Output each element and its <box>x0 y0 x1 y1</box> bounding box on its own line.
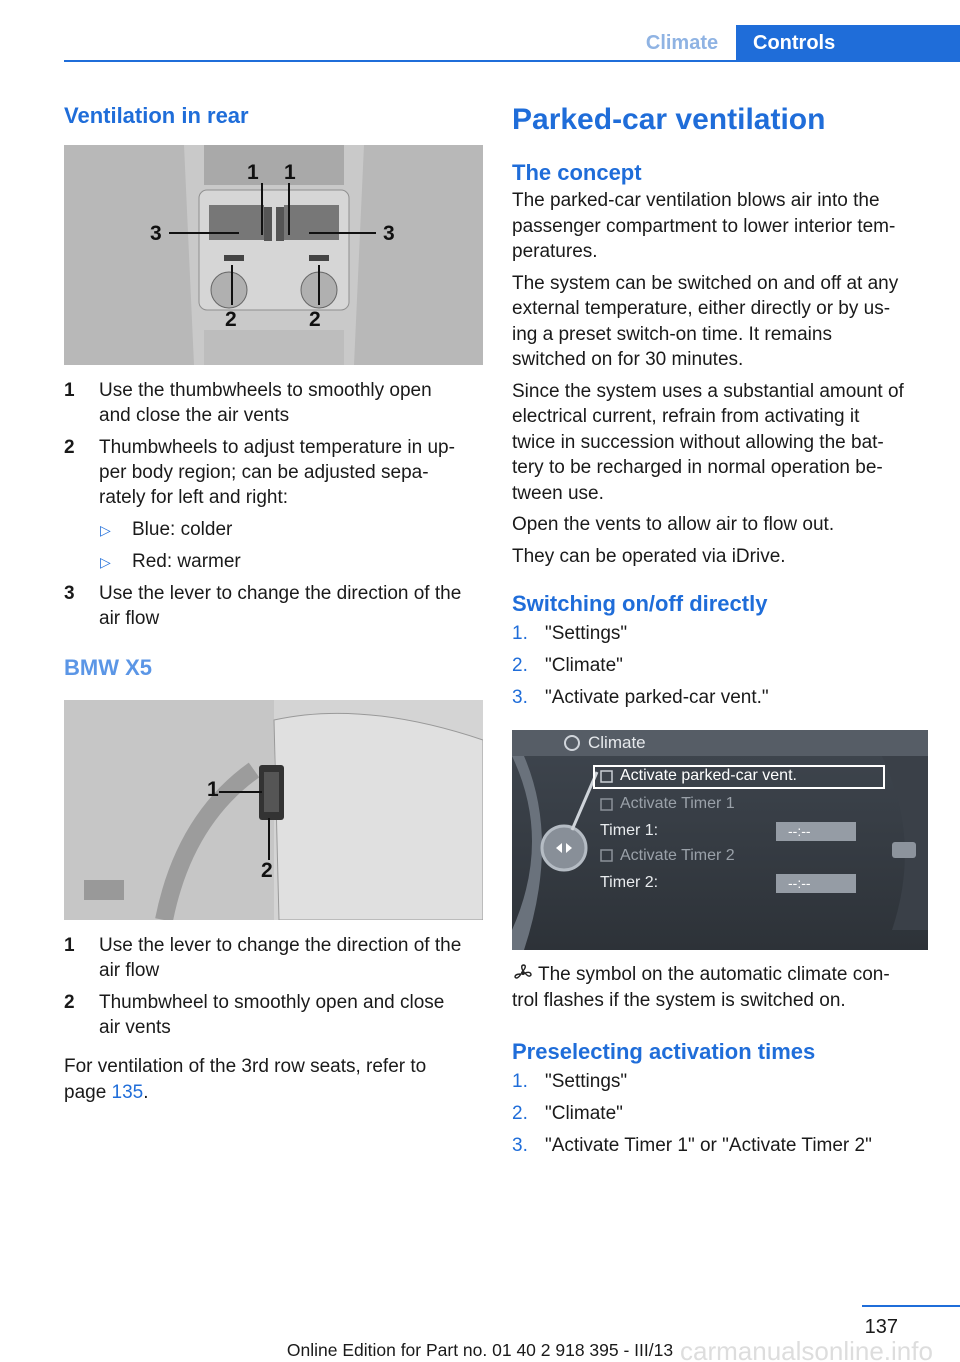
step-item <box>512 653 928 678</box>
step-text: "Settings" <box>545 1071 628 1092</box>
triangle-bullet-icon: ▷ <box>100 522 111 538</box>
para-line: The parked-car ventilation blows air into the <box>512 190 880 211</box>
list-text: rately for left and right: <box>99 487 289 508</box>
symbol-note <box>512 962 928 1013</box>
footnote-text: page <box>64 1081 112 1103</box>
header-tab-climate: Climate <box>645 32 719 54</box>
footnote-line-2 <box>64 1080 484 1106</box>
list-text: per body region; can be adjusted sepa- <box>99 462 429 483</box>
step-item <box>512 685 928 710</box>
para-line: peratures. <box>512 241 598 262</box>
heading-ventilation-in-rear: Ventilation in rear <box>64 103 249 128</box>
para-line: passenger compartment to lower interior tem- <box>512 215 896 237</box>
callout-1: 1 <box>207 778 219 801</box>
menu-timer-2-label: Timer 2: <box>600 874 659 891</box>
list-text: air flow <box>99 608 160 629</box>
footnote-3rd-row <box>64 1054 484 1105</box>
menu-activate-timer-1[interactable]: Activate Timer 1 <box>620 795 735 812</box>
steps-preselect <box>512 1069 928 1158</box>
para-line: Since the system uses a substantial amount of <box>512 380 904 402</box>
footer-edition: Online Edition for Part no. 01 40 2 918 395 - III/13 <box>286 1340 674 1360</box>
list-num: 2 <box>64 992 75 1013</box>
step-text: "Climate" <box>545 1103 623 1124</box>
callout-3b: 3 <box>383 222 395 245</box>
step-num: 2. <box>512 1103 528 1124</box>
bullet-text: Blue: colder <box>132 519 233 540</box>
list-text: air vents <box>99 1017 171 1038</box>
callout-2a: 2 <box>225 308 237 331</box>
para-line: ing a preset switch-on time. It remains <box>512 323 832 345</box>
callout-1a: 1 <box>247 161 259 184</box>
list-text: air flow <box>99 960 160 981</box>
timer-1-value[interactable]: --:-- <box>788 823 811 839</box>
right-column <box>512 100 928 1158</box>
bullet-blue <box>64 517 484 542</box>
concept-paragraph-5 <box>512 544 928 570</box>
step-num: 1. <box>512 623 528 644</box>
timer-2-value[interactable]: --:-- <box>788 875 811 891</box>
idrive-climate-screen <box>512 730 928 950</box>
step-item <box>512 1101 928 1126</box>
heading-preselecting-activation-times: Preselecting activation times <box>512 1039 816 1064</box>
list-text: Use the thumbwheels to smoothly open <box>99 380 432 401</box>
para-line: Open the vents to allow air to flow out. <box>512 514 835 535</box>
step-text: "Activate Timer 1" or "Activate Timer 2" <box>545 1135 872 1156</box>
list-text: Use the lever to change the direction of the <box>99 935 462 956</box>
page-number: 137 <box>864 1316 898 1338</box>
heading-parked-car-ventilation: Parked-car ventilation <box>512 103 826 136</box>
para-line: tween use. <box>512 482 604 504</box>
callout-2: 2 <box>261 859 273 882</box>
triangle-bullet-icon: ▷ <box>100 554 111 570</box>
para-line: They can be operated via iDrive. <box>512 545 786 567</box>
footnote-line: For ventilation of the 3rd row seats, refer to <box>64 1056 427 1077</box>
step-item <box>512 621 928 646</box>
list-text: Use the lever to change the direction of the <box>99 583 462 604</box>
step-num: 2. <box>512 655 528 676</box>
page-link-135[interactable]: 135 <box>111 1081 144 1103</box>
bullet-text: Red: warmer <box>132 551 241 572</box>
header-tab-controls: Controls <box>736 25 960 61</box>
bullet-red <box>64 549 484 574</box>
list1-item-1 <box>64 378 484 428</box>
menu-activate-parked-car-vent[interactable]: Activate parked-car vent. <box>620 767 797 784</box>
list1-item-3 <box>64 581 484 631</box>
list2-item-2 <box>64 990 484 1040</box>
rear-vents-image <box>64 145 483 365</box>
list2-item-1 <box>64 933 484 983</box>
symbol-note-line-2: trol flashes if the system is switched on. <box>512 989 846 1011</box>
footer-rule <box>862 1305 960 1307</box>
step-text: "Climate" <box>545 655 623 676</box>
screen-title: Climate <box>588 733 646 752</box>
step-num: 3. <box>512 687 528 708</box>
symbol-note-line-1 <box>512 962 928 988</box>
list-num: 2 <box>64 437 75 458</box>
step-num: 1. <box>512 1071 528 1092</box>
x5-vent-image <box>64 700 483 920</box>
para-line: The system can be switched on and off at any <box>512 272 899 294</box>
list-num: 1 <box>64 935 75 956</box>
para-line: tery to be recharged in normal operation be- <box>512 457 883 478</box>
list-num: 1 <box>64 380 75 401</box>
para-line: electrical current, refrain from activating it <box>512 406 860 427</box>
menu-activate-timer-2[interactable]: Activate Timer 2 <box>620 847 735 864</box>
concept-paragraph-1 <box>512 188 928 265</box>
list-num: 3 <box>64 583 75 604</box>
step-text: "Activate parked-car vent." <box>545 687 769 708</box>
concept-paragraph-2 <box>512 271 928 373</box>
symbol-note-text: The symbol on the automatic climate con- <box>538 964 890 985</box>
list-text: Thumbwheels to adjust temperature in up- <box>99 437 455 458</box>
heading-bmw-x5: BMW X5 <box>64 655 152 680</box>
concept-paragraph-3 <box>512 379 928 507</box>
rear-vents-illustration <box>64 145 483 365</box>
list1-item-2 <box>64 435 484 510</box>
header-rule <box>64 60 960 62</box>
x5-vent-illustration <box>64 700 483 920</box>
concept-paragraph-4 <box>512 512 928 538</box>
heading-the-concept: The concept <box>512 160 642 185</box>
list-text: Thumbwheel to smoothly open and close <box>99 992 445 1013</box>
watermark: carmanualsonline.info <box>680 1336 933 1362</box>
step-item <box>512 1069 928 1094</box>
para-line: external temperature, either directly or by us- <box>512 298 891 319</box>
menu-timer-1-label: Timer 1: <box>600 822 659 839</box>
callout-1b: 1 <box>284 161 296 184</box>
para-line: switched on for 30 minutes. <box>512 349 744 370</box>
step-text: "Settings" <box>545 623 628 644</box>
step-item <box>512 1133 928 1158</box>
steps-switching <box>512 621 928 710</box>
left-column <box>64 100 484 1105</box>
heading-switching-on-off: Switching on/off directly <box>512 591 768 616</box>
list-text: and close the air vents <box>99 405 290 426</box>
callout-3a: 3 <box>150 222 162 245</box>
step-num: 3. <box>512 1135 528 1156</box>
idrive-screen-background <box>512 730 928 950</box>
footnote-period: . <box>143 1081 149 1103</box>
callout-2b: 2 <box>309 308 321 331</box>
para-line: twice in succession without allowing the bat- <box>512 431 884 453</box>
fan-symbol-icon <box>512 964 534 982</box>
